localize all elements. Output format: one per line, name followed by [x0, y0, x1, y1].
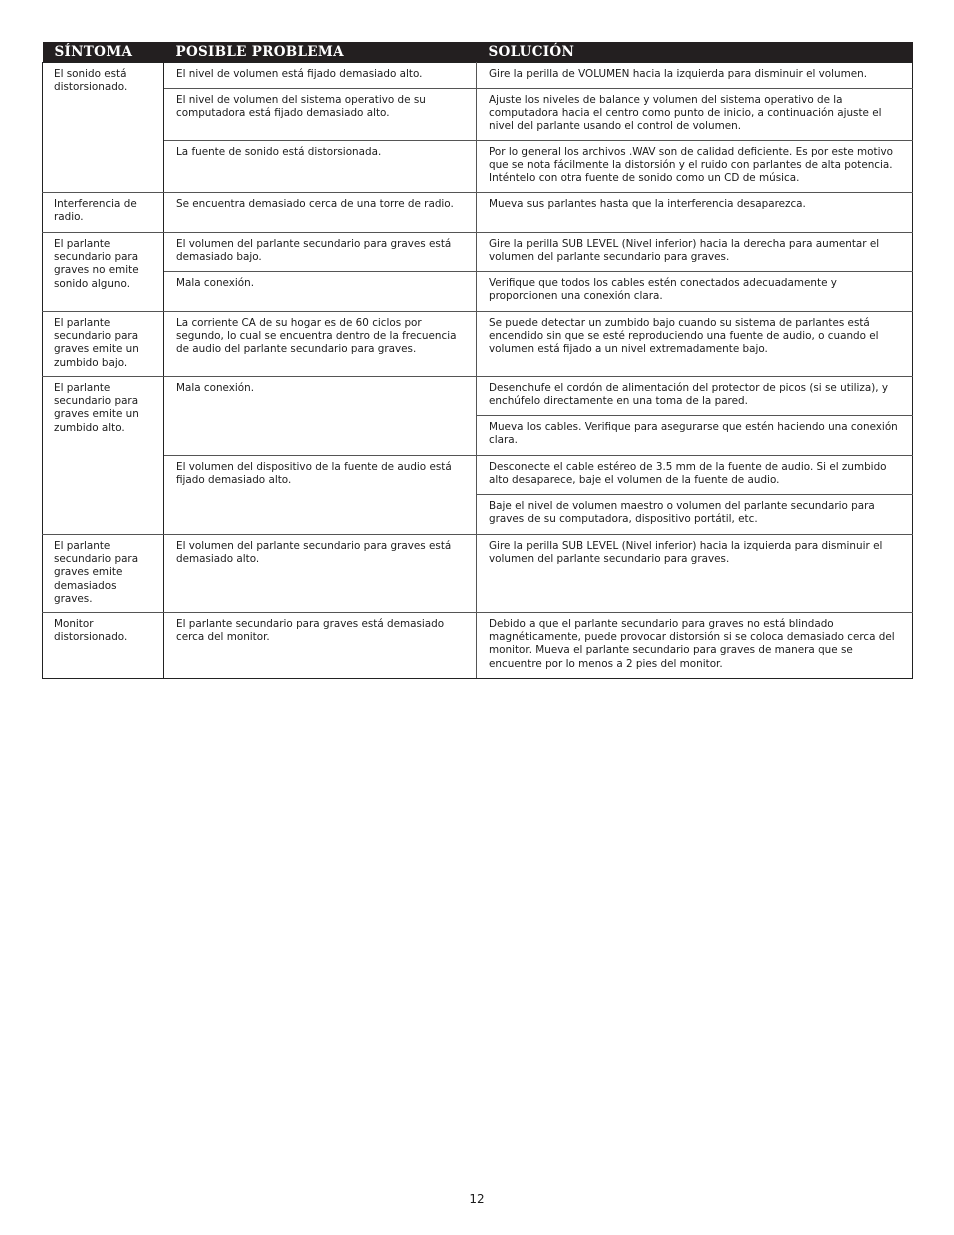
table-row	[43, 613, 913, 679]
table-row	[43, 535, 913, 613]
problem-cell: La fuente de sonido está distorsionada.	[164, 141, 477, 193]
solution-cell: Mueva sus parlantes hasta que la interferencia desaparezca.	[477, 193, 913, 233]
problem-cell: El volumen del dispositivo de la fuente de audio está fijado demasiado alto.	[164, 456, 477, 535]
table-row	[43, 141, 913, 193]
table-row	[43, 63, 913, 89]
problem-cell: El nivel de volumen del sistema operativo de su computadora está fijado demasiado alto.	[164, 89, 477, 141]
header-problem: POSIBLE PROBLEMA	[164, 42, 477, 63]
solution-cell: Debido a que el parlante secundario para graves no está blindado magnéticamente, puede provocar distorsión si se coloca demasiado cerca del monitor. Mueva el parlante secundario para graves de manera que se encuentre por lo menos a 2 pies del monitor.	[477, 613, 913, 679]
problem-cell: El parlante secundario para graves está demasiado cerca del monitor.	[164, 613, 477, 679]
table-row	[43, 456, 913, 495]
troubleshooting-table-container	[42, 42, 912, 679]
solution-cell: Desconecte el cable estéreo de 3.5 mm de la fuente de audio. Si el zumbido alto desaparece, baje el volumen de la fuente de audio.	[477, 456, 913, 495]
table-row	[43, 193, 913, 233]
table-header	[43, 42, 913, 63]
table-row	[43, 233, 913, 272]
solution-cell: Gire la perilla de VOLUMEN hacia la izquierda para disminuir el volumen.	[477, 63, 913, 89]
solution-cell: Baje el nivel de volumen maestro o volumen del parlante secundario para graves de su computadora, dispositivo portátil, etc.	[477, 495, 913, 535]
problem-cell: El volumen del parlante secundario para graves está demasiado alto.	[164, 535, 477, 613]
solution-cell: Desenchufe el cordón de alimentación del protector de picos (si se utiliza), y enchúfelo directamente en una toma de la pared.	[477, 377, 913, 416]
header-symptom: SÍNTOMA	[43, 42, 164, 63]
header-solution: SOLUCIÓN	[477, 42, 913, 63]
solution-cell: Mueva los cables. Verifique para asegurarse que estén haciendo una conexión clara.	[477, 416, 913, 456]
symptom-cell: El parlante secundario para graves emite un zumbido bajo.	[43, 312, 164, 377]
table-row	[43, 312, 913, 377]
solution-cell: Gire la perilla SUB LEVEL (Nivel inferior) hacia la derecha para aumentar el volumen del parlante secundario para graves.	[477, 233, 913, 272]
solution-cell: Se puede detectar un zumbido bajo cuando su sistema de parlantes está encendido sin que se esté reproduciendo una fuente de audio, o cuando el volumen está fijado a un nivel extremadamente bajo.	[477, 312, 913, 377]
symptom-cell: El sonido está distorsionado.	[43, 63, 164, 193]
solution-cell: Ajuste los niveles de balance y volumen del sistema operativo de la computadora hacia el centro como punto de inicio, a continuación ajuste el nivel del parlante usando el control de volumen.	[477, 89, 913, 141]
table-row	[43, 272, 913, 312]
symptom-cell: Interferencia de radio.	[43, 193, 164, 233]
symptom-cell: El parlante secundario para graves emite un zumbido alto.	[43, 377, 164, 535]
page-number: 12	[469, 1192, 485, 1206]
problem-cell: El volumen del parlante secundario para graves está demasiado bajo.	[164, 233, 477, 272]
symptom-cell: El parlante secundario para graves emite demasiados graves.	[43, 535, 164, 613]
table-row	[43, 89, 913, 141]
problem-cell: Mala conexión.	[164, 377, 477, 456]
troubleshooting-table	[42, 42, 913, 679]
symptom-cell: El parlante secundario para graves no emite sonido alguno.	[43, 233, 164, 312]
table-row	[43, 377, 913, 416]
problem-cell: Mala conexión.	[164, 272, 477, 312]
problem-cell: Se encuentra demasiado cerca de una torre de radio.	[164, 193, 477, 233]
solution-cell: Gire la perilla SUB LEVEL (Nivel inferior) hacia la izquierda para disminuir el volumen del parlante secundario para graves.	[477, 535, 913, 613]
problem-cell: El nivel de volumen está fijado demasiado alto.	[164, 63, 477, 89]
solution-cell: Verifique que todos los cables estén conectados adecuadamente y proporcionen una conexión clara.	[477, 272, 913, 312]
symptom-cell: Monitor distorsionado.	[43, 613, 164, 679]
solution-cell: Por lo general los archivos .WAV son de calidad deficiente. Es por este motivo que se nota fácilmente la distorsión y el ruido con parlantes de alta potencia. Inténtelo con otra fuente de sonido como un CD de música.	[477, 141, 913, 193]
problem-cell: La corriente CA de su hogar es de 60 ciclos por segundo, lo cual se encuentra dentro de la frecuencia de audio del parlante secundario para graves.	[164, 312, 477, 377]
